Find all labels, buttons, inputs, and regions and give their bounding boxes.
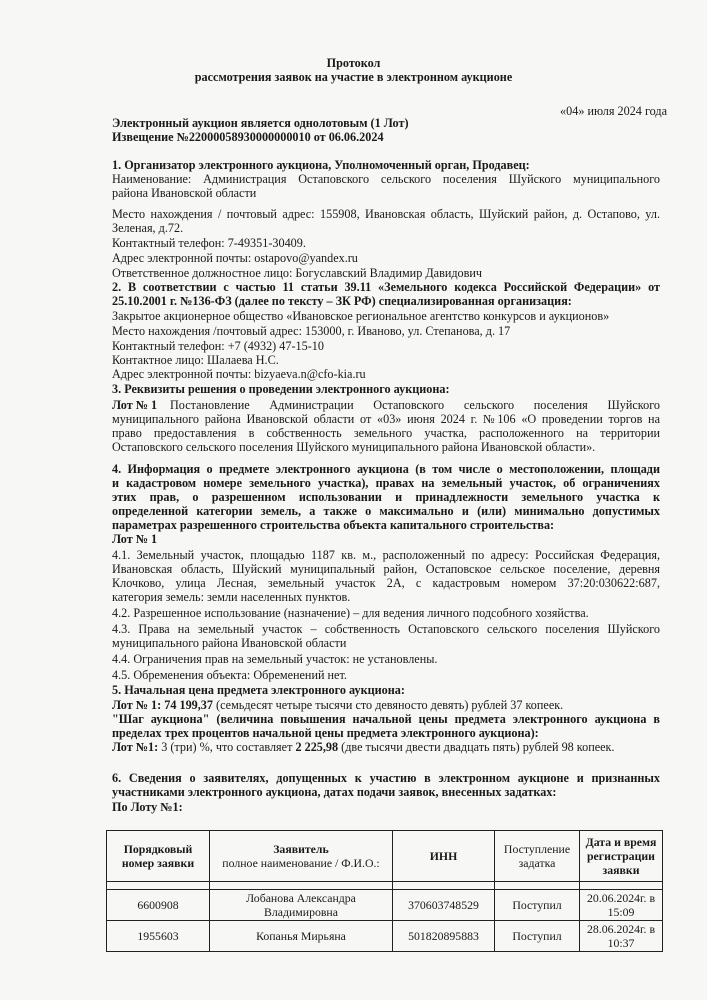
cell-applicant: Копанья Мирьяна xyxy=(210,921,393,952)
section-1-heading: 1. Организатор электронного аукциона, Уполномоченный орган, Продавец: xyxy=(112,158,530,172)
table-header-row xyxy=(107,831,663,882)
table-row xyxy=(107,921,663,952)
s1-address-line: Зеленая, д.72. xyxy=(112,221,184,235)
s5-step-words: (две тысячи двести двадцать пять) рублей 98 копеек. xyxy=(338,740,615,754)
s3-text-line: муниципального района Ивановской области от «03» июня 2024 г. №106 «О проведении торгов на xyxy=(112,412,660,426)
cell-deposit: Поступил xyxy=(495,890,580,921)
cell-inn: 501820895883 xyxy=(393,921,495,952)
section-4-heading: и кадастровом номере земельного участка), правах на земельный участок, об ограничениях xyxy=(112,476,660,490)
section-2-heading: 25.10.2001 г. №136-ФЗ (далее по тексту – ЗК РФ) специализированная организация: xyxy=(112,294,572,308)
s4-lot-label: Лот № 1 xyxy=(112,532,158,546)
s2-contact: Контактное лицо: Шалаева Н.С. xyxy=(112,353,279,367)
s5-step-text: 3 (три) %, что составляет xyxy=(158,740,296,754)
section-2-heading: 2. В соответствии с частью 11 статьи 39.11 «Земельного кодекса Российской Федерации» от xyxy=(112,280,660,294)
section-4-heading: 4. Информация о предмете электронного аукциона (в том числе о местоположении, площади xyxy=(112,462,660,476)
s4-p2: 4.2. Разрешенное использование (назначение) – для ведения личного подсобного хозяйства. xyxy=(112,606,589,620)
s5-step-heading: "Шаг аукциона" (величина повышения начальной цены предмета электронного аукциона в xyxy=(112,712,660,726)
cell-number: 6600908 xyxy=(107,890,210,921)
s2-phone: Контактный телефон: +7 (4932) 47-15-10 xyxy=(112,339,324,353)
cell-number: 1955603 xyxy=(107,921,210,952)
cell-date: 28.06.2024г. в 10:37 xyxy=(580,921,663,952)
s5-price-line xyxy=(112,698,563,712)
cell-inn: 370603748529 xyxy=(393,890,495,921)
s4-p1-line: категория земель: земли населенных пунктов. xyxy=(112,590,351,604)
s2-org: Закрытое акционерное общество «Ивановское региональное агентство конкурсов и аукционов» xyxy=(112,309,610,323)
single-lot-note: Электронный аукцион является однолотовым (1 Лот) xyxy=(112,116,409,130)
section-5-heading: 5. Начальная цена предмета электронного аукциона: xyxy=(112,683,405,697)
s1-official: Ответственное должностное лицо: Богуславский Владимир Давидович xyxy=(112,266,483,280)
s1-email: Адрес электронной почты: ostapovo@yandex.ru xyxy=(112,251,358,265)
s4-p4: 4.4. Ограничения прав на земельный участок: не установлены. xyxy=(112,652,438,666)
s4-p5: 4.5. Обременения объекта: Обременений нет. xyxy=(112,668,347,682)
s5-step-sum: 2 225,98 xyxy=(295,740,339,754)
header-application-number: Порядковый номер заявки xyxy=(107,831,210,882)
doc-title: Протокол xyxy=(326,56,381,70)
s1-name-line: района Ивановской области xyxy=(112,186,257,200)
table-spacer-row xyxy=(107,882,663,890)
s6-lot-label: По Лоту №1: xyxy=(112,800,183,814)
s5-step-line xyxy=(112,740,615,754)
section-6-heading: участниками электронного аукциона, датах подачи заявок, внесенных задатках: xyxy=(112,785,557,799)
s4-p1-line: 4.1. Земельный участок, площадью 1187 кв. м., расположенный по адресу: Российская Федерация, xyxy=(112,548,660,562)
s2-address: Место нахождения /почтовый адрес: 153000, г. Иваново, ул. Степанова, д. 17 xyxy=(112,324,511,338)
cell-applicant: Лобанова Александра Владимировна xyxy=(210,890,393,921)
s1-address-line: Место нахождения / почтовый адрес: 155908, Ивановская область, Шуйский район, д. Остапово, ул. xyxy=(112,207,660,221)
section-6-heading: 6. Сведения о заявителях, допущенных к участию в электронном аукционе и признанных xyxy=(112,771,660,785)
cell-date: 20.06.2024г. в 15:09 xyxy=(580,890,663,921)
s5-step-lot: Лот №1: xyxy=(112,740,159,754)
s3-text-line: Постановление Администрации Остаповского сельского поселения Шуйского xyxy=(170,398,660,412)
section-4-heading: этих прав, о разрешенном использовании и принадлежности земельного участка к xyxy=(112,490,660,504)
s4-p3-line: муниципального района Ивановской области xyxy=(112,636,347,650)
s3-text-line: право предоставления в собственность земельного участка, расположенного на территории xyxy=(112,426,660,440)
header-deposit: Поступление задатка xyxy=(495,831,580,882)
s1-phone: Контактный телефон: 7-49351-30409. xyxy=(112,236,306,250)
s3-text-line: Остаповского сельского поселения Шуйского муниципального района Ивановской области». xyxy=(112,440,596,454)
applicants-table xyxy=(106,830,663,952)
table-row xyxy=(107,890,663,921)
s4-p1-line: Ивановская область, Шуйский муниципальный район, Остаповское сельское поселение, деревня xyxy=(112,562,660,576)
header-registration-date: Дата и время регистрации заявки xyxy=(580,831,663,882)
notice-number: Извещение №22000058930000000010 от 06.06.2024 xyxy=(112,130,384,144)
s5-price-words: (семьдесят четыре тысячи сто девяносто девять) рублей 37 копеек. xyxy=(213,698,564,712)
s4-p1-line: Клочково, улица Лесная, земельный участок 2А, с кадастровым номером 37:20:030622:687, xyxy=(112,576,660,590)
cell-deposit: Поступил xyxy=(495,921,580,952)
s4-p3-line: 4.3. Права на земельный участок – собственность Остаповского сельского поселения Шуйского xyxy=(112,622,660,636)
s2-email: Адрес электронной почты: bizyaeva.n@cfo-kia.ru xyxy=(112,367,366,381)
header-applicant: Заявитель полное наименование / Ф.И.О.: xyxy=(210,831,393,882)
doc-date: «04» июля 2024 года xyxy=(560,104,667,118)
section-3-heading: 3. Реквизиты решения о проведении электронного аукциона: xyxy=(112,382,450,396)
s5-step-heading: пределах трех процентов начальной цены предмета электронного аукциона): xyxy=(112,726,539,740)
s1-name-line: Наименование: Администрация Остаповского сельского поселения Шуйского муниципального xyxy=(112,172,660,186)
doc-subtitle: рассмотрения заявок на участие в электронном аукционе xyxy=(194,70,513,84)
s5-price-value: Лот № 1: 74 199,37 xyxy=(112,698,213,712)
section-4-heading: определенной категории земель, а также о максимально и (или) минимально допустимых xyxy=(112,504,660,518)
section-4-heading: параметрах разрешенного строительства объекта капитального строительства: xyxy=(112,518,555,532)
header-inn: ИНН xyxy=(393,831,495,882)
s3-lot-label: Лот № 1 xyxy=(112,398,158,412)
